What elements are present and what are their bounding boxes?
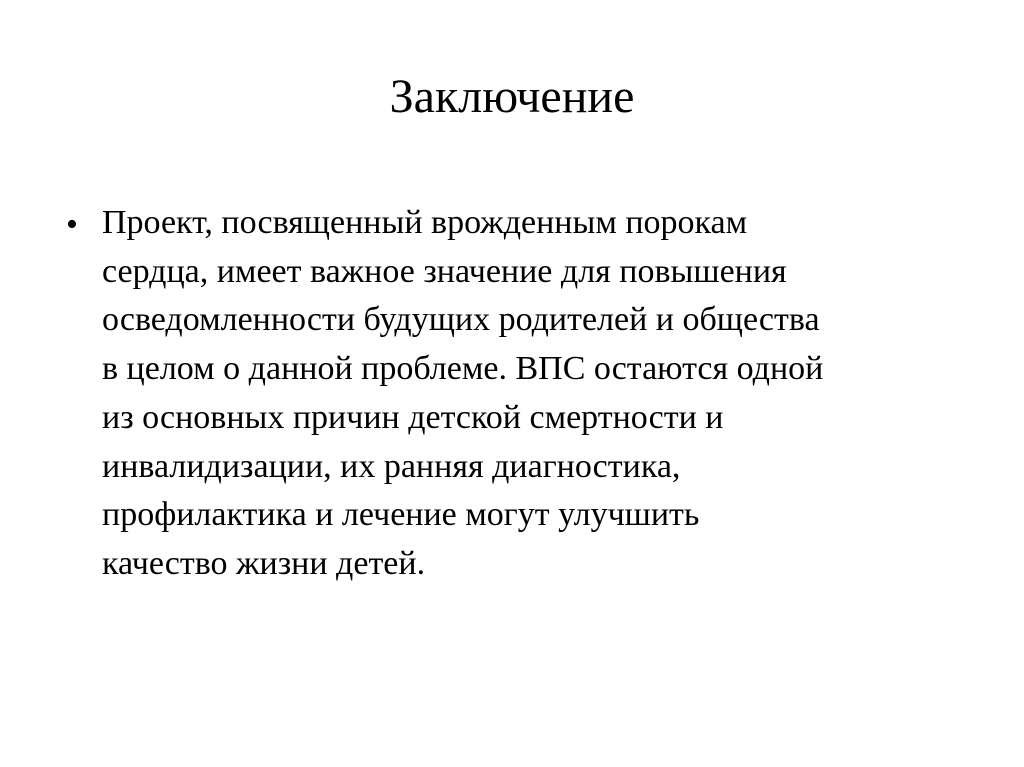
bullet-text xyxy=(102,199,978,589)
bullet-line: в целом о данной проблеме. ВПС остаются одной xyxy=(102,350,824,388)
bullet-line: осведомленности будущих родителей и общества xyxy=(102,301,820,339)
bullet-line: инвалидизации, их ранняя диагностика, xyxy=(102,447,681,485)
bullet-item xyxy=(58,199,978,589)
bullet-line: профилактика и лечение могут улучшить xyxy=(102,496,700,534)
bullet-line: качество жизни детей. xyxy=(102,544,426,582)
slide-title: Заключение xyxy=(389,70,635,123)
slide-body xyxy=(58,199,978,589)
bullet-line: сердца, имеет важное значение для повышения xyxy=(102,252,787,290)
bullet-point-icon: • xyxy=(66,206,78,243)
bullet-line: Проект, посвященный врожденным порокам xyxy=(102,204,748,241)
bullet-line: из основных причин детской смертности и xyxy=(102,398,724,436)
